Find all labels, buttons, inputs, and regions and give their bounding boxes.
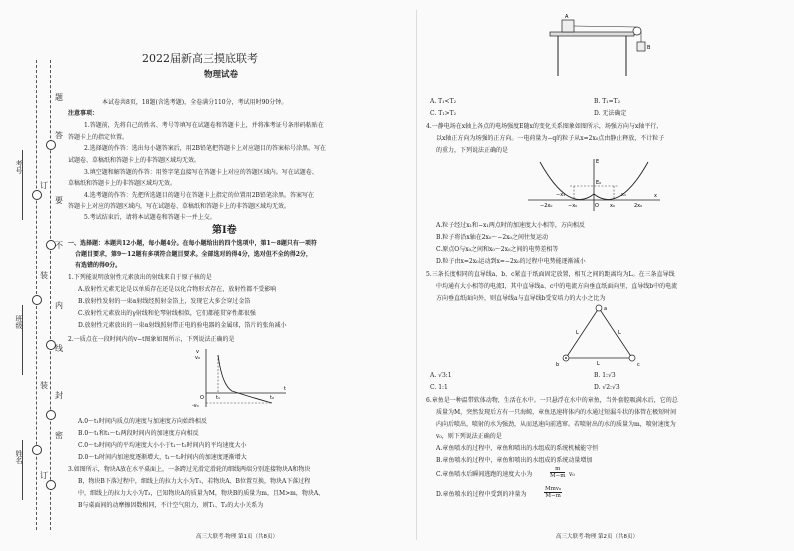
question-5-stem: 中均通有大小相等的电流I，其中直导线a、c中的电流方向垂直纸面向里，直导线b中的电流 bbox=[436, 283, 678, 290]
question-4-option-d: D.粒子由x=2x₀运动到x=−2x₀的过程中电势能逐渐减小 bbox=[436, 258, 586, 265]
question-4-option-a: A.粒子经过x₁和−x₁两点时的加速度大小相等，方向相反 bbox=[436, 222, 585, 229]
question-6-stem: v₀，则下列说法正确的是 bbox=[436, 433, 502, 440]
question-5-option-b: B. 1:√3 bbox=[594, 372, 616, 379]
wire-b-label: b bbox=[556, 362, 560, 368]
question-4-stem: 以x轴正方向为场强的正方向。一电荷量为−q的粒子从x=2x₀点由静止释放，不计粒子 bbox=[436, 135, 665, 142]
question-2-stem: 2.一质点在一段时间内的v−t图象如图所示，下列说法正确的是 bbox=[68, 336, 235, 343]
block-a-label: A bbox=[565, 14, 569, 20]
margin-word: 不 bbox=[55, 241, 63, 250]
triangle-figure bbox=[554, 302, 644, 368]
question-3-stem: B与桌面间的动摩擦因数相同，不计空气阻力，则T₁、T₂的大小关系为 bbox=[78, 502, 264, 509]
intro-text: 本试卷共8页，18题(含选考题)，全卷满分110分，考试用时90分钟。 bbox=[102, 99, 288, 106]
wire-a bbox=[596, 305, 602, 311]
pulley-wheel bbox=[633, 27, 641, 35]
binding-hole bbox=[32, 445, 42, 455]
question-3-option-a: A. T₁<T₂ bbox=[430, 98, 456, 105]
question-1-option-b: B.放射性发射的一束α射线经照射金箔上，发现它大多会穿过金箔 bbox=[78, 298, 251, 305]
origin-label: O bbox=[595, 203, 599, 209]
question-5-option-d: D. √2:√3 bbox=[594, 384, 620, 391]
v-axis-label: v bbox=[196, 349, 199, 355]
margin-word: 密 bbox=[55, 431, 63, 440]
fraction-numerator: m bbox=[550, 466, 565, 473]
side-ab bbox=[566, 308, 599, 358]
question-1-option-a: A.放射性元素无论是以单质存在还是以化合物形式存在，放射性都不受影响 bbox=[78, 286, 277, 293]
binding-hole bbox=[46, 140, 56, 150]
question-6-option-b: B.章鱼喷水的过程中，章鱼和喷出的水组成的系统动量增加 bbox=[436, 457, 593, 464]
wire-c bbox=[629, 355, 635, 361]
note-line: 1.答题前，先将自己的姓名、考号等填写在试题卷和答题卡上，并将准考证号条形码粘贴在 bbox=[84, 122, 324, 129]
page-footer: 高三大联考·物理 第2页（共8页） bbox=[556, 534, 638, 540]
part-title: 第Ⅰ卷 bbox=[212, 225, 237, 236]
vt-curve bbox=[218, 355, 272, 403]
fraction-numerator: Mmv₀ bbox=[545, 486, 562, 492]
neg-x0-label: −x₀ bbox=[568, 203, 578, 209]
question-6-stem: 6.章鱼是一种温带软体动物，生活在水中。一只悬浮在水中的章鱼，当外套腔吸满水后，它的总 bbox=[426, 397, 678, 404]
x1-label: x₁ bbox=[621, 192, 626, 198]
t1-label: t₁ bbox=[216, 395, 220, 401]
note-line: 答题卡上的指定位置。 bbox=[68, 134, 129, 141]
block-a bbox=[562, 20, 574, 32]
note-line: 2.选择题的作答：选出每小题答案后，用2B铅笔把答题卡上对应题目的答案标号涂黑。写在 bbox=[84, 145, 326, 152]
side-label: L bbox=[576, 330, 579, 336]
margin-word: 订 bbox=[40, 471, 48, 480]
question-2-option-a: A.0～t₁时间内质点的速度与加速度方向始终相反 bbox=[78, 418, 207, 425]
margin-word: 题 bbox=[55, 93, 63, 102]
binding-hole bbox=[32, 190, 42, 200]
question-5-stem: 方向垂直纸面向外，则直导线a与直导线b受安培力的大小之比为 bbox=[436, 295, 606, 302]
question-6-option-d: D.章鱼喷水的过程中受到的冲量为 bbox=[436, 491, 527, 498]
fill-line bbox=[22, 305, 23, 375]
note-line: 草稿纸和答题卡上的非答题区域均无效。 bbox=[68, 180, 177, 187]
question-4-stem: 4.一静电场在x轴上各点的电场强度E随x的变化关系图象如图所示，场强方向与x轴平行， bbox=[426, 123, 663, 130]
e-axis-label: E bbox=[596, 159, 600, 165]
question-5-stem: 5.三条长度相同的直导线a、b、c紧直于纸面固定放置，相互之间的距离均为L。在三条直导线 bbox=[426, 271, 675, 278]
binding-hole bbox=[46, 480, 56, 490]
wire-b-dot bbox=[565, 357, 567, 359]
side-ac bbox=[599, 308, 632, 358]
margin-word: 装 bbox=[40, 271, 48, 280]
table-top bbox=[550, 32, 634, 36]
2x0-label: 2x₀ bbox=[634, 203, 643, 209]
question-2-option-c: C.0～t₂时间内的平均速度大小小于t₁～t₂时间内的平均速度大小 bbox=[78, 442, 247, 449]
note-line: 3.填空题和解答题的作答：用签字笔直接写在答题卡上对应的答题区域内。写在试题卷、 bbox=[84, 169, 318, 176]
origin-label: O bbox=[200, 395, 204, 401]
wire-c-label: c bbox=[637, 362, 640, 368]
margin-word: 内 bbox=[55, 301, 63, 310]
question-4-option-c: C.原点O与x₀之间和x₀～2x₀之间的电势差相等 bbox=[436, 246, 559, 253]
margin-word: 要 bbox=[55, 196, 63, 205]
margin-word: 线 bbox=[55, 344, 63, 353]
block-b bbox=[637, 42, 645, 51]
page-2 bbox=[424, 0, 788, 551]
margin-word: 答 bbox=[55, 131, 63, 140]
question-3-option-b: B. T₁=T₂ bbox=[594, 98, 621, 105]
section-instructions: 合题目要求，第9～12题有多项符合题目要求。全部选对的得4分，选对但不全的得2分， bbox=[75, 251, 312, 258]
question-1-option-c: C.放射性元素放出的γ射线和伦琴射线相似，它们都能贯穿性都很强 bbox=[78, 310, 256, 317]
fraction-denominator: M−m bbox=[545, 493, 561, 499]
e0-label: E₀ bbox=[596, 180, 602, 186]
note-line: 答题卡上对应的答题区域内，写在试题卷、草稿纸和答题卡上的非答题区域均无效。 bbox=[68, 203, 291, 210]
string bbox=[574, 26, 636, 27]
question-1-stem: 1.下列能说明放射性元素放出的射线来自于原子核的是 bbox=[68, 274, 212, 281]
neg-x1-label: −x₁ bbox=[556, 192, 566, 198]
note-line: 4.选考题的作答：先把所选题目的题号在答题卡上指定的位置用2B铅笔涂黑。答案写在 bbox=[84, 192, 314, 199]
neg-2x0-label: −2x₀ bbox=[540, 203, 553, 209]
question-6-stem: 质量为M，突然发现后方有一只海鲸，章鱼迅速将体内的水通过短漏斗状的体管在极短时间 bbox=[436, 409, 677, 416]
neg-v0-label: -v₀ bbox=[192, 403, 199, 409]
binding-hole bbox=[32, 295, 42, 305]
question-6-stem: 内向后喷出，喷射的水为强劲，从而迅速向前逃窜。若喷射出的水的质量为m，喷射速度为 bbox=[436, 421, 676, 428]
x-axis-label: x bbox=[654, 193, 657, 199]
fill-line bbox=[22, 440, 23, 500]
exam-subject: 物理试卷 bbox=[204, 70, 239, 80]
question-3-stem: 3.如图所示，物块A放在水平桌面上，一条跨过光滑定滑轮的细线两端分别连接物块A和物块 bbox=[68, 466, 311, 473]
question-4-stem: 的重力，下列说法正确的是 bbox=[436, 147, 509, 154]
option-c-fraction bbox=[550, 466, 565, 479]
question-3-option-c: C. T₁>T₂ bbox=[430, 110, 457, 117]
question-4-option-b: B.粒子将沿x轴在2x₀～−2x₀之间往复运动 bbox=[436, 234, 548, 241]
fraction-denominator: M−m bbox=[550, 473, 566, 479]
margin-word: 封 bbox=[55, 391, 63, 400]
binding-margin bbox=[0, 0, 62, 551]
block-b-label: B bbox=[647, 45, 651, 51]
section-instructions: 有选错的得0分。 bbox=[75, 262, 122, 269]
side-label: L bbox=[597, 361, 600, 367]
exam-number-label: 考号 bbox=[15, 160, 23, 174]
notes-title: 注意事项： bbox=[68, 110, 99, 117]
question-6-option-c: C.章鱼喷水后瞬间逃跑的速度大小为 bbox=[436, 471, 533, 478]
v0-label: v₀ bbox=[195, 355, 200, 361]
note-line: 5.考试结束后，请将本试题卷和答题卡一并上交。 bbox=[84, 214, 216, 221]
cut-line bbox=[50, 60, 51, 530]
question-3-option-d: D. 无法确定 bbox=[594, 110, 627, 117]
ex-graph bbox=[524, 156, 664, 214]
name-label: 姓名 bbox=[15, 450, 23, 464]
page-footer: 高三大联考·物理 第1页（共8页） bbox=[196, 534, 278, 540]
question-3-stem: B，物块B下落过程中，细线上的拉力大小为T₁，若物块A、B位置互换，物块A下落过程 bbox=[78, 478, 311, 485]
exam-title: 2022届新高三摸底联考 bbox=[142, 52, 258, 65]
t2-label: t₂ bbox=[270, 395, 274, 401]
question-6-option-a: A.章鱼喷水的过程中，章鱼和喷出的水组成的系统机械能守恒 bbox=[436, 445, 599, 452]
question-5-option-c: C. 1:1 bbox=[430, 384, 448, 391]
fill-line bbox=[22, 150, 23, 220]
binding-hole bbox=[46, 410, 56, 420]
margin-word: 装 bbox=[40, 381, 48, 390]
section-instructions: 一、选择题：本题共12小题，每小题4分。在每小题给出的四个选项中，第1～8题只有一项符 bbox=[68, 240, 317, 247]
vt-graph bbox=[192, 345, 292, 415]
wire-a-label: a bbox=[604, 306, 608, 312]
x0-label: x₀ bbox=[610, 203, 615, 209]
question-2-option-b: B.0～t₁和t₁～t₂两段时间内的加速度方向相反 bbox=[78, 430, 199, 437]
fraction-tail: v₀ bbox=[569, 471, 575, 478]
question-2-option-d: D.0～t₂时间内加速度逐渐增大，t₁～t₂时间内的加速度逐渐增大 bbox=[78, 454, 247, 461]
question-5-option-a: A. √3:1 bbox=[430, 372, 452, 379]
column-divider bbox=[416, 10, 417, 540]
t-axis-label: t bbox=[284, 386, 286, 392]
option-d-fraction bbox=[544, 486, 562, 499]
question-1-option-d: D.放射性元素放出的一束α射线照射带正电的验电器的金属球，箔片的张角减小 bbox=[78, 322, 287, 329]
note-line: 试题卷、草稿纸和答题卡上的非答题区域均无效。 bbox=[68, 157, 201, 164]
pulley-figure bbox=[544, 6, 654, 78]
margin-word: 订 bbox=[40, 181, 48, 190]
page-1 bbox=[66, 0, 406, 551]
class-label: 班级 bbox=[15, 315, 23, 329]
side-label: L bbox=[618, 330, 621, 336]
question-3-stem: 中，细线上的拉力大小为T₂，已知物块A的质量为M，物块B的质量为m，且M>m，物块A、 bbox=[78, 490, 325, 497]
